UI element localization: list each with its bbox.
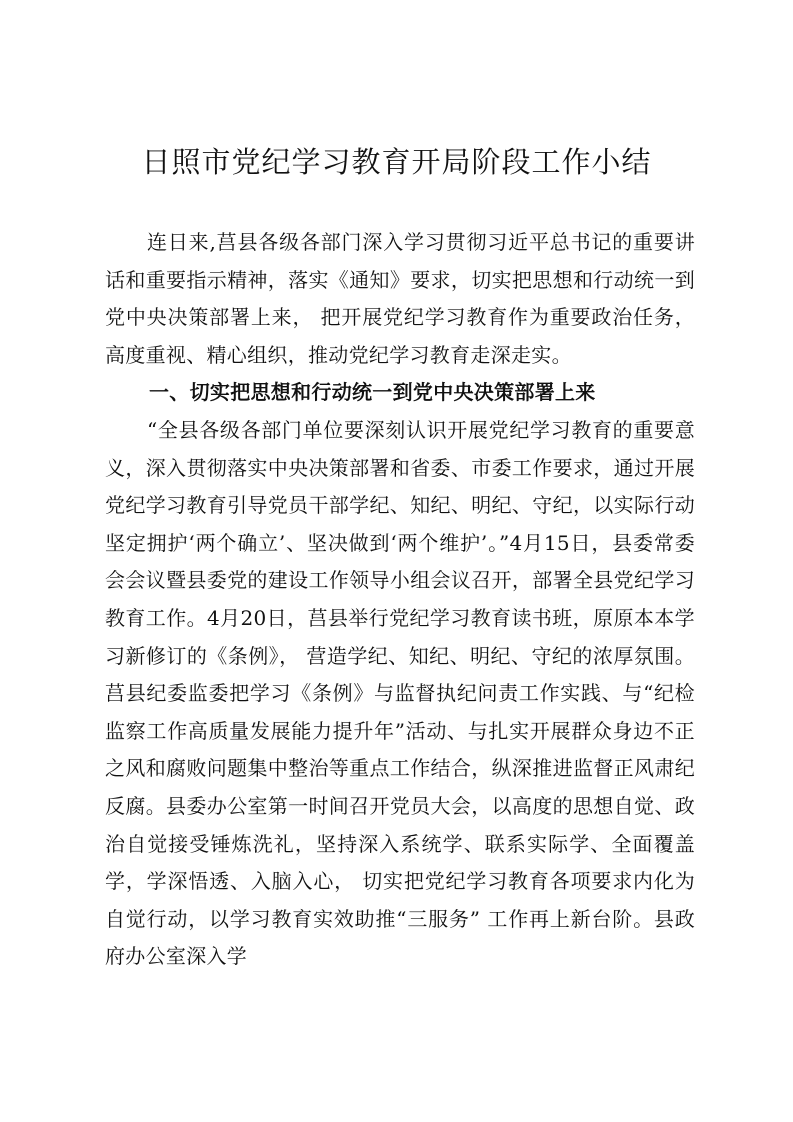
section-paragraph: “全县各级各部门单位要深刻认识开展党纪学习教育的重要意义，深入贯彻落实中央决策部署和省委、市委工作要求，通过开展党纪学习教育引导党员干部学纪、知纪、明纪、守纪，以实际行动坚定拥护‘两个确立’、坚决做到‘两个维护’。”4月15日，县委常委会会议暨县委党的建设工作领导小组会议召开，部署全县党纪学习教育工作。4月20日，莒县举行党纪学习教育读书班，原原本本学习新修订的《条例》， 营造学纪、知纪、明纪、守纪的浓厚氛围。莒县纪委监委把学习《条例》与监督执纪问责工作实践、与“纪检监察工作高质量发展能力提升年”活动、与扎实开展群众身边不正之风和腐败问题集中整治等重点工作结合，纵深推进监督正风肃纪反腐。县委办公室第一时间召开党员大会，以高度的思想自觉、政治自觉接受锤炼洗礼，坚持深入系统学、联系实际学、全面覆盖学，学深悟透、入脑入心， 切实把党纪学习教育各项要求内化为自觉行动，以学习教育实效助推“三服务” 工作再上新台阶。县政府办公室深入学: [105, 418, 695, 969]
intro-paragraph: 连日来,莒县各级各部门深入学习贯彻习近平总书记的重要讲话和重要指示精神，落实《通知》要求，切实把思想和行动统一到党中央决策部署上来， 把开展党纪学习教育作为重要政治任务，高度重视、精心组织，推动党纪学习教育走深走实。: [105, 230, 695, 367]
document-title: 日照市党纪学习教育开局阶段工作小结: [141, 145, 652, 179]
section-heading: 一、切实把思想和行动统一到党中央决策部署上来: [149, 380, 596, 404]
